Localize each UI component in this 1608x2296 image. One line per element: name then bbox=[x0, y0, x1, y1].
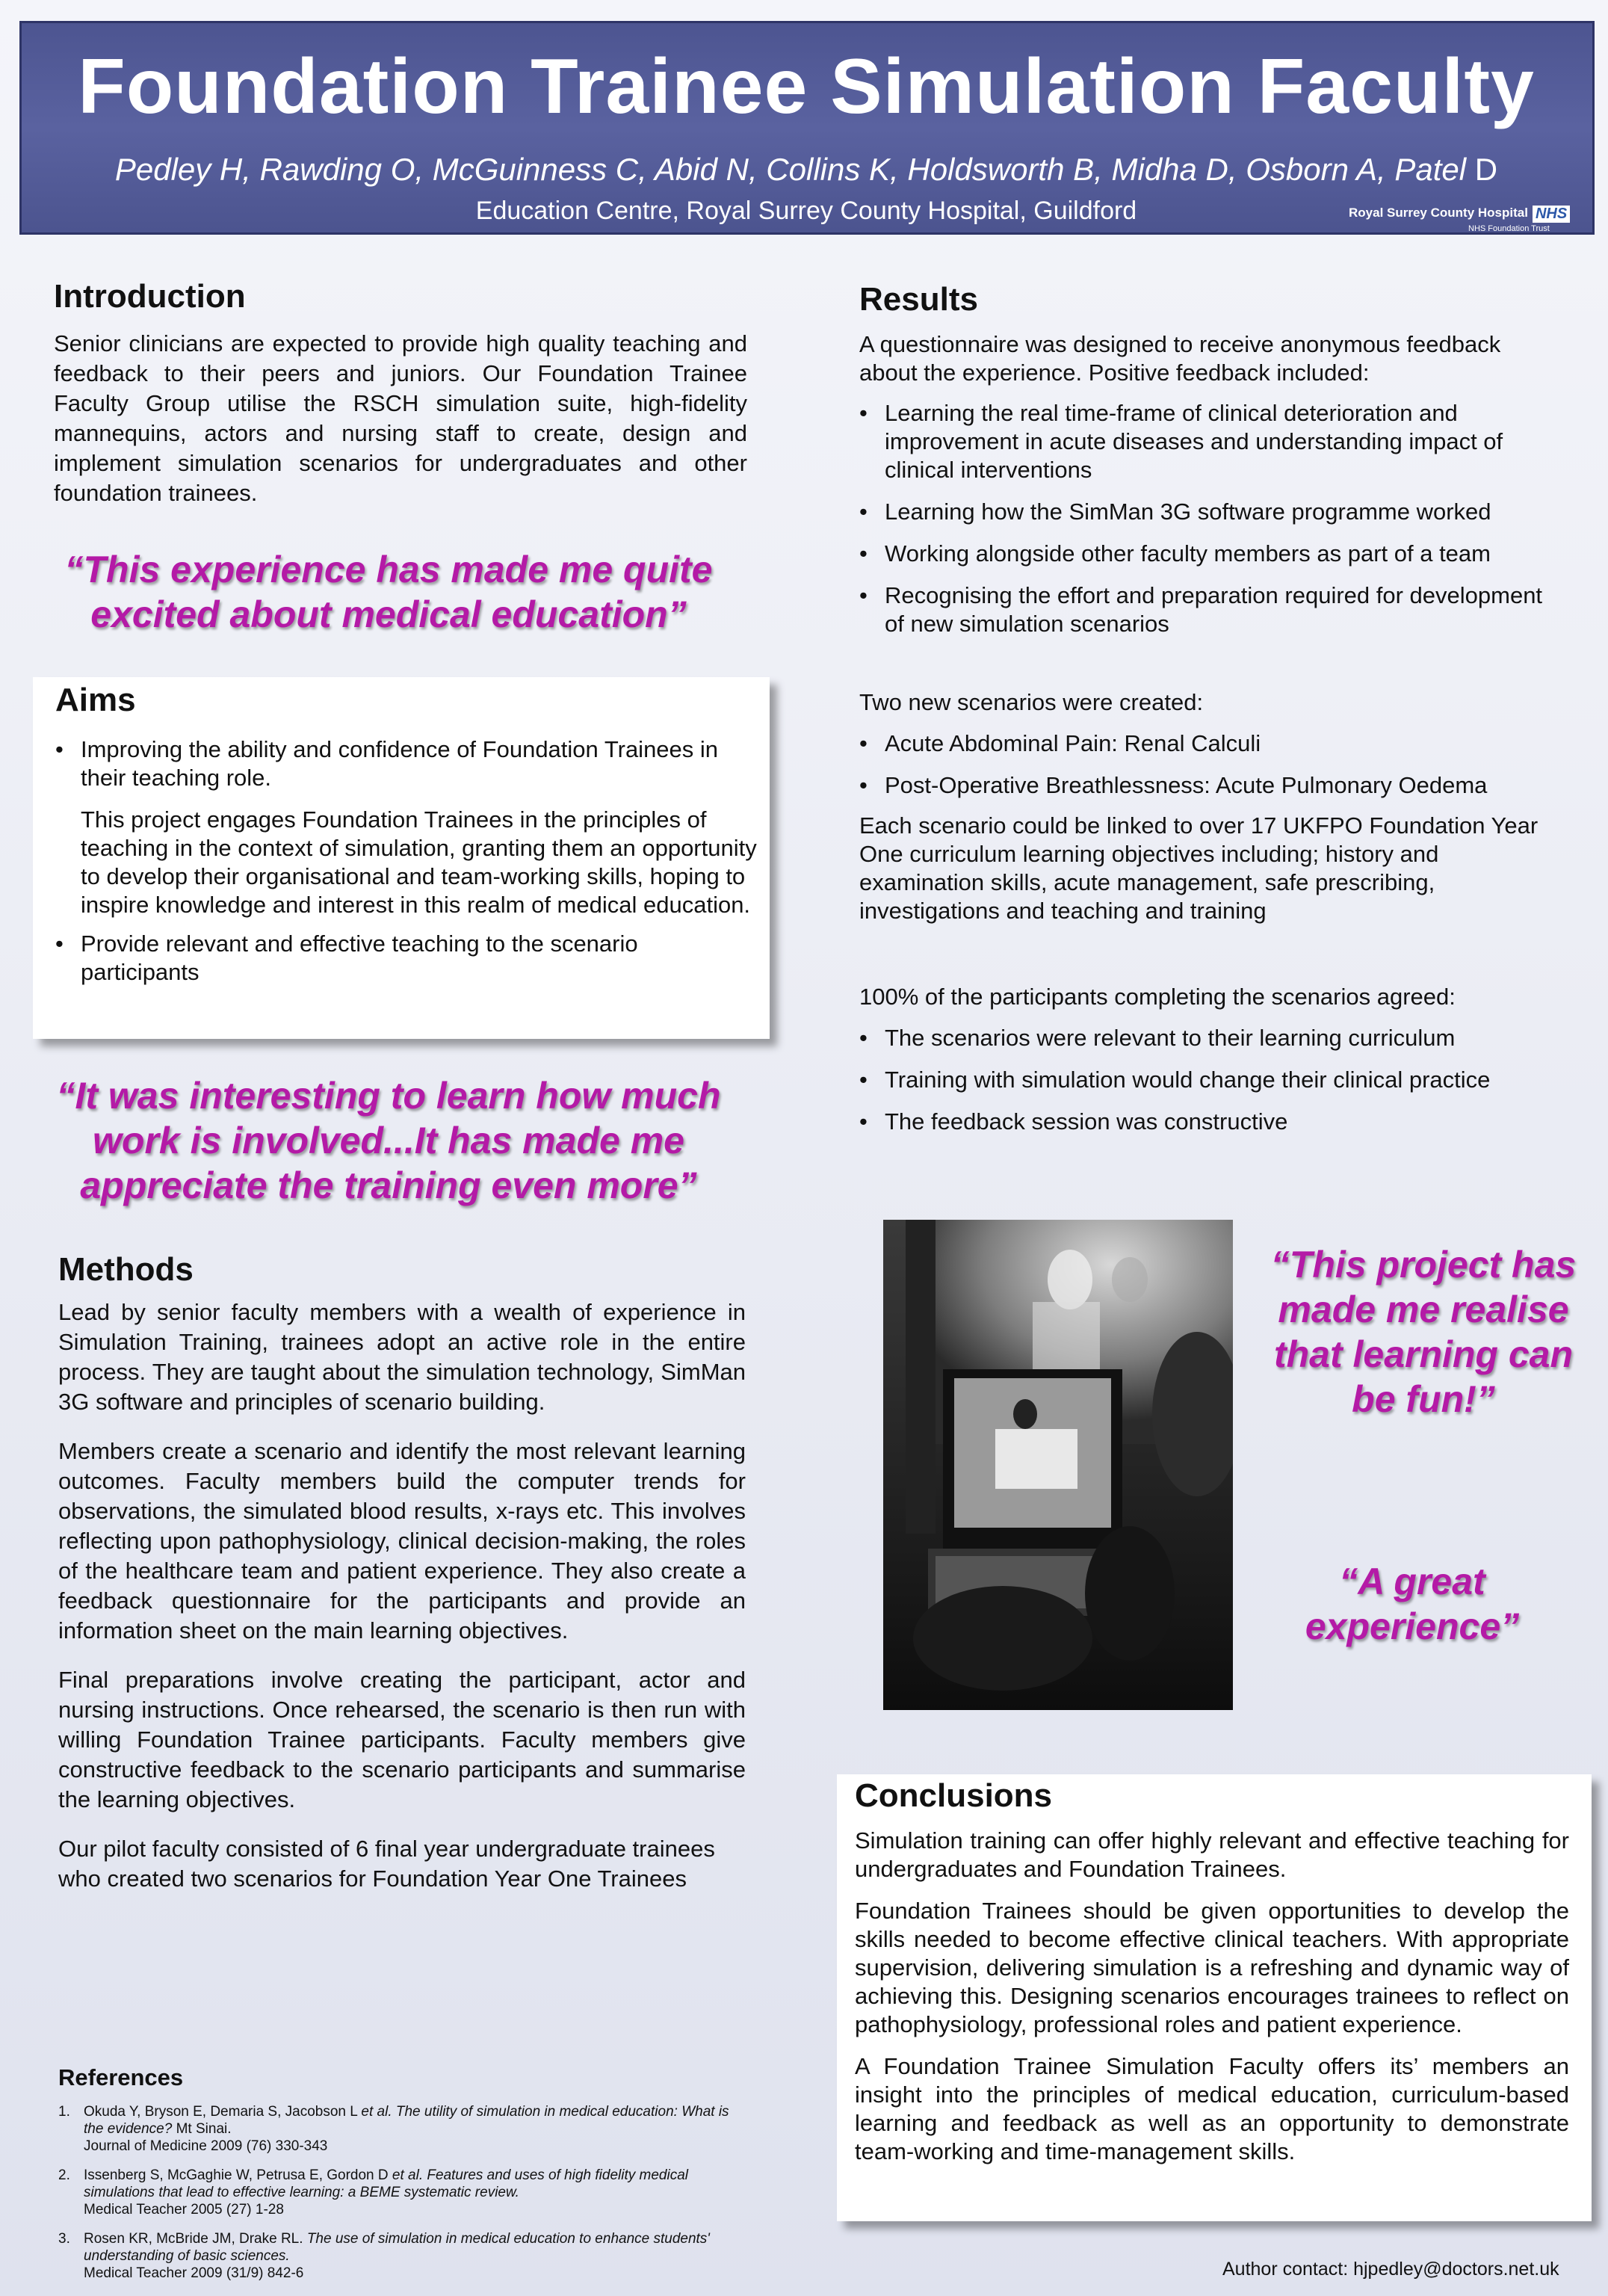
scenarios-intro: Two new scenarios were created: bbox=[859, 689, 1204, 715]
quote-2-line-2: work is involved...It has made me bbox=[93, 1120, 684, 1161]
bullet-icon: • bbox=[859, 582, 868, 608]
methods-paragraph-3: Final preparations involve creating the participant, actor and nursing instructions. Once rehearsed, the scenario is then run with willing Foundation Trainee participants. Faculty members give constructive feedback to the scenario participants and summarise the learning objectives. bbox=[58, 1667, 746, 1812]
feedback-item: • Learning how the SimMan 3G software programme worked bbox=[859, 499, 1491, 525]
nhs-logo-icon: NHS bbox=[1533, 206, 1570, 223]
bullet-icon: • bbox=[859, 1025, 868, 1051]
quote-3 bbox=[1255, 1242, 1592, 1422]
author-contact: Author contact: hjpedley@doctors.net.uk bbox=[1222, 2259, 1559, 2280]
conclusions-box bbox=[837, 1774, 1592, 2221]
quote-4-line-2: experience” bbox=[1305, 1605, 1520, 1647]
poster-title: Foundation Trainee Simulation Faculty bbox=[78, 43, 1535, 130]
quote-2-line-3: appreciate the training even more” bbox=[80, 1164, 697, 1206]
author-names: Pedley H, Rawding O, McGuinness C, Abid N, Collins K, Holdsworth B, Midha D, Osborn A, Patel bbox=[114, 152, 1467, 187]
agreed-item: • Training with simulation would change their clinical practice bbox=[859, 1067, 1491, 1093]
reference-1: 1. Okuda Y, Bryson E, Demaria S, Jacobson L et al. The utility of simulation in medical education: What is the evidence? Mt Sinai. Journal of Medicine 2009 (76) 330-343 bbox=[58, 2104, 729, 2154]
bullet-icon: • bbox=[859, 400, 868, 426]
quote-3-line-2: made me realise bbox=[1278, 1289, 1569, 1330]
bullet-icon: • bbox=[55, 736, 64, 762]
bullet-icon: • bbox=[859, 1067, 868, 1093]
references-heading: References bbox=[58, 2064, 184, 2090]
logo-hospital-name: Royal Surrey County Hospital bbox=[1349, 206, 1528, 220]
quote-4 bbox=[1255, 1559, 1569, 1649]
simulation-photo-image bbox=[883, 1220, 1233, 1710]
reference-3: 3. Rosen KR, McBride JM, Drake RL. The use of simulation in medical education to enhance students' understanding of basic sciences. Medical Teacher 2009 (31/9) 842-6 bbox=[58, 2231, 710, 2281]
quote-3-line-1: “This project has bbox=[1270, 1244, 1577, 1286]
bullet-icon: • bbox=[859, 772, 868, 798]
quote-2 bbox=[30, 1073, 747, 1208]
introduction-section bbox=[54, 278, 747, 508]
affiliation: Education Centre, Royal Surrey County Hospital, Guildford bbox=[475, 197, 1137, 225]
aims-box bbox=[33, 677, 770, 1039]
methods-paragraph-2: Members create a scenario and identify the most relevant learning outcomes. Faculty members build the computer trends for observations, the simulated blood results, x-rays etc. This involves reflecting upon pathophysiology, clinical decision-making, the roles of the healthcare team and patient experience. They also create a feedback questionnaire for the participants and provide an information sheet on the main learning objectives. bbox=[58, 1438, 746, 1644]
methods-paragraph-1: Lead by senior faculty members with a wealth of experience in Simulation Training, trainees adopt an active role in the entire process. They are taught about the simulation technology, SimMan 3G software and principles of scenario building. bbox=[58, 1299, 746, 1415]
aims-item-1: • Improving the ability and confidence of Foundation Trainees in their teaching role. This project engages Foundation Trainees in the principles of teaching in the context of simulation, granting them an opportunity to develop their organisational and team-working skills, hoping to inspire knowledge and interest in this realm of medical education. bbox=[55, 736, 757, 918]
aims-heading: Aims bbox=[55, 682, 136, 718]
agreed-intro: 100% of the participants completing the scenarios agreed: bbox=[859, 984, 1456, 1010]
curriculum-link-text: Each scenario could be linked to over 17 UKFPO Foundation Year One curriculum learning objectives including; history and examination skills, acute management, safe prescribing, investigations and teaching and training bbox=[859, 812, 1539, 924]
scenario-item: • Post-Operative Breathlessness: Acute Pulmonary Oedema bbox=[859, 772, 1488, 798]
agreed-item: • The feedback session was constructive bbox=[859, 1108, 1288, 1135]
feedback-item: • Learning the real time-frame of clinical deterioration and improvement in acute diseases and understanding impact of clinical interventions bbox=[859, 400, 1503, 483]
scenario-item: • Acute Abdominal Pain: Renal Calculi bbox=[859, 730, 1261, 756]
conclusions-paragraph-3: A Foundation Trainee Simulation Faculty offers its’ members an insight into the principles of medical education, curriculum-based learning and feedback as well as an opportunity to demonstrate team-working and time-management skills. bbox=[855, 2053, 1569, 2164]
reference-2: 2. Issenberg S, McGaghie W, Petrusa E, Gordon D et al. Features and uses of high fidelity medical simulations that lead to effective learning: a BEME systematic review. Medical Teacher 2005 (27) 1-28 bbox=[58, 2167, 688, 2218]
conclusions-paragraph-2: Foundation Trainees should be given opportunities to develop the skills needed to become effective clinical teachers. With appropriate supervision, delivering simulation is a refreshing and dynamic way of achieving this. Designing scenarios encourages trainees to reflect on pathophysiology, professional roles and patient experience. bbox=[855, 1898, 1569, 2037]
quote-1-line-2: excited about medical education” bbox=[90, 593, 687, 635]
hospital-logo bbox=[1349, 206, 1570, 233]
bullet-icon: • bbox=[859, 730, 868, 756]
methods-section bbox=[58, 1251, 746, 1894]
conclusions-paragraph-1: Simulation training can offer highly relevant and effective teaching for undergraduates and Foundation Trainees. bbox=[855, 1827, 1569, 1882]
agreed-item: • The scenarios were relevant to their learning curriculum bbox=[859, 1025, 1456, 1051]
feedback-item: • Working alongside other faculty members as part of a team bbox=[859, 540, 1491, 567]
introduction-heading: Introduction bbox=[54, 278, 246, 315]
poster-header bbox=[19, 21, 1595, 235]
results-heading: Results bbox=[859, 281, 978, 318]
bullet-icon: • bbox=[859, 499, 868, 525]
quote-4-line-1: “A great bbox=[1339, 1561, 1485, 1602]
quote-1 bbox=[30, 547, 747, 637]
aims-item-2: • Provide relevant and effective teaching to the scenario participants bbox=[55, 931, 638, 985]
quote-1-line-1: “This experience has made me quite bbox=[64, 549, 713, 590]
results-section bbox=[859, 281, 1554, 1136]
methods-heading: Methods bbox=[58, 1251, 194, 1288]
quote-3-line-4: be fun!” bbox=[1352, 1378, 1495, 1420]
simulation-photo bbox=[883, 1220, 1233, 1710]
feedback-item: • Recognising the effort and preparation required for development of new simulation scenarios bbox=[859, 582, 1543, 637]
quote-3-line-3: that learning can bbox=[1273, 1333, 1574, 1375]
results-intro: A questionnaire was designed to receive anonymous feedback about the experience. Positive feedback included: bbox=[859, 331, 1501, 386]
references-section bbox=[58, 2064, 731, 2282]
methods-paragraph-4: Our pilot faculty consisted of 6 final year undergraduate trainees who created two scenarios for Foundation Year One Trainees bbox=[58, 1836, 715, 1892]
quote-2-line-1: “It was interesting to learn how much bbox=[56, 1075, 721, 1117]
bullet-icon: • bbox=[55, 931, 64, 957]
logo-trust-name: NHS Foundation Trust bbox=[1468, 224, 1550, 233]
aims-item-1-detail: This project engages Foundation Trainees in the principles of teaching in the context of simulation, granting them an opportunity to develop their organisational and team-working skills, hoping to inspire knowledge and interest in this realm of medical education. bbox=[81, 806, 757, 918]
bullet-icon: • bbox=[859, 1108, 868, 1135]
author-last-initial: D bbox=[1474, 152, 1498, 187]
bullet-icon: • bbox=[859, 540, 868, 567]
author-list bbox=[22, 152, 1591, 188]
introduction-text: Senior clinicians are expected to provide high quality teaching and feedback to their peers and juniors. Our Foundation Trainee Faculty Group utilise the RSCH simulation suite, high-fidelity mannequins, actors and nursing staff to create, design and implement simulation scenarios for undergraduates and other foundation trainees. bbox=[54, 330, 747, 506]
conclusions-heading: Conclusions bbox=[855, 1777, 1053, 1814]
